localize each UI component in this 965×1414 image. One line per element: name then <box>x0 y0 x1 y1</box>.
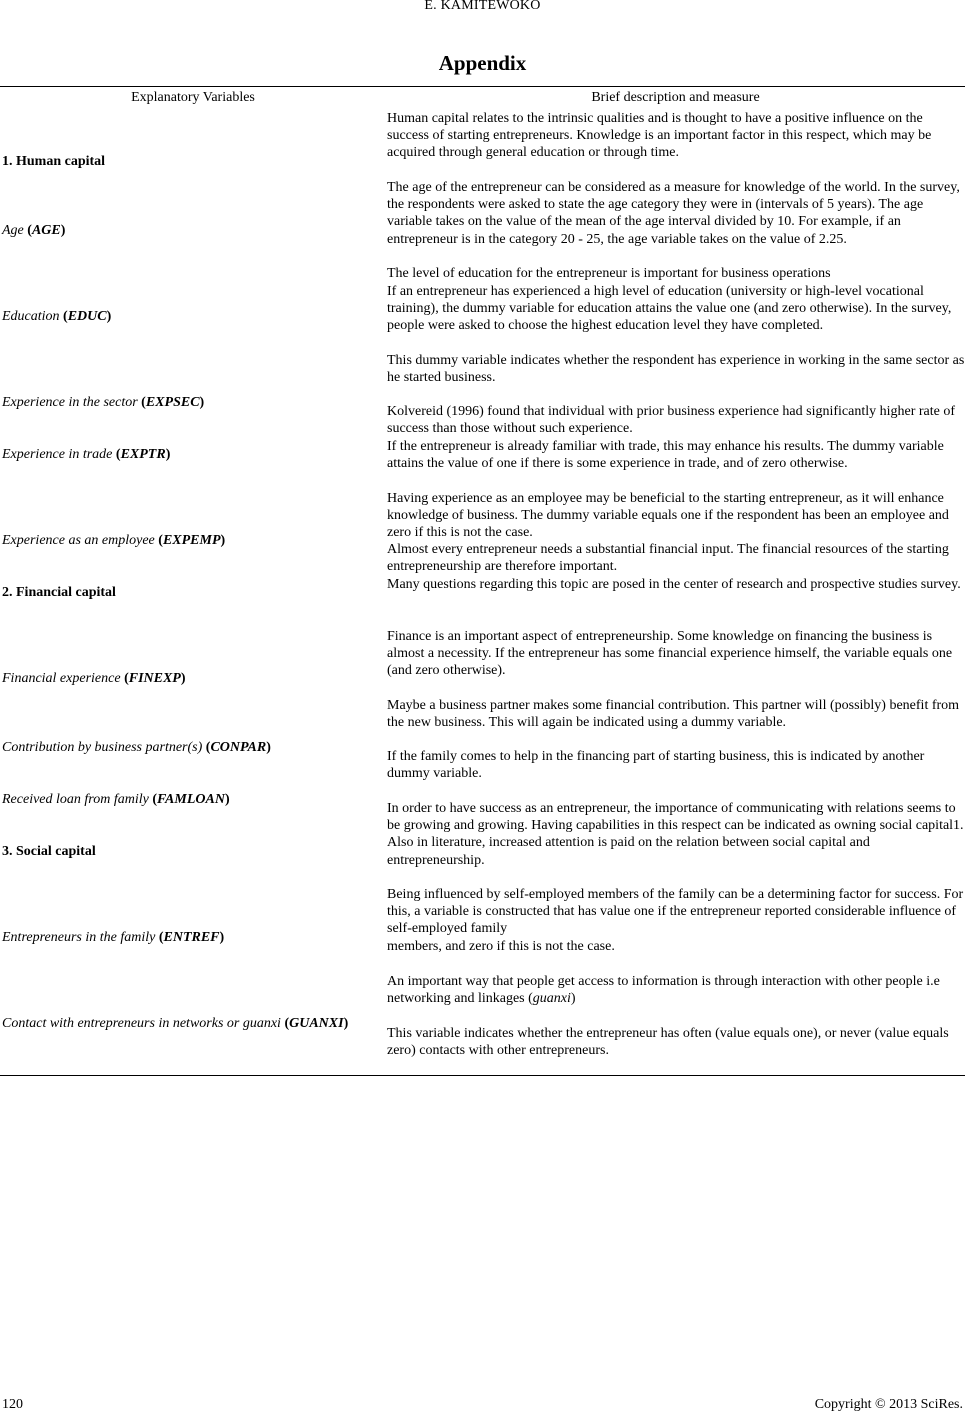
description-age: The age of the entrepreneur can be considered as a measure for knowledge of the world. In the survey, the respondents were asked to state the age category they were in (intervals of 5 years). The age variable takes on the value of the mean of the age interval divided by 10. For example, if an entrepreneur is in the category 20 - 25, the age variable takes on the value of 2.25. <box>387 180 960 247</box>
description-experience-sector: This dummy variable indicates whether the respondent has experience in working in the same sector as he started business. <box>387 353 965 386</box>
description-education-intro: The level of education for the entrepreneur is important for business operations <box>387 266 831 281</box>
column-header-variables: Explanatory Variables <box>131 90 255 105</box>
variable-heading-financial-capital: 2. Financial capital <box>2 585 116 600</box>
variable-experience-sector: Experience in the sector (EXPSEC) <box>2 395 205 410</box>
variable-heading-social-capital: 3. Social capital <box>2 844 96 859</box>
copyright-notice: Copyright © 2013 SciRes. <box>814 1397 963 1412</box>
description-kolvereid: Kolvereid (1996) found that individual with prior business experience had significantly higher rate of success than those without such experience. <box>387 404 956 437</box>
variable-heading-human-capital: 1. Human capital <box>2 154 106 169</box>
variable-entrepreneurs-family: Entrepreneurs in the family (ENTREF) <box>2 930 225 945</box>
variable-education: Education (EDUC) <box>2 309 112 324</box>
variable-age: Age (AGE) <box>2 223 66 238</box>
guanxi-term: guanxi <box>532 991 571 1007</box>
table-top-rule <box>0 86 965 87</box>
variable-family-loan: Received loan from family (FAMLOAN) <box>2 792 230 807</box>
description-experience-employee: Having experience as an employee may be beneficial to the starting entrepreneur, as it will enhance knowledge of business. The dummy variable equals one if the respondent has been an employee and zero if this is not the case. <box>387 491 949 541</box>
variable-contribution-partner: Contribution by business partner(s) (CONPAR) <box>2 740 271 755</box>
description-entrepreneurs-family-cont: members, and zero if this is not the case. <box>387 939 615 954</box>
table-bottom-rule <box>0 1075 965 1076</box>
description-guanxi: This variable indicates whether the entrepreneur has often (value equals one), or never (value equals zero) contacts with other entrepreneurs. <box>387 1026 949 1059</box>
description-education: If an entrepreneur has experienced a high level of education (university or high-level vocational training), the dummy variable for education attains the value one (and zero otherwise). In the survey, people were asked to choose the highest education level they have completed. <box>387 284 952 334</box>
page-title: Appendix <box>438 51 527 75</box>
variable-experience-employee: Experience as an employee (EXPEMP) <box>2 533 226 548</box>
page-number: 120 <box>2 1397 23 1412</box>
description-financial-survey: Many questions regarding this topic are posed in the center of research and prospective studies survey. <box>387 577 961 592</box>
column-header-description: Brief description and measure <box>591 90 760 105</box>
description-family-loan: If the family comes to help in the financing part of starting business, this is indicated by another dummy variable. <box>387 749 925 782</box>
variable-financial-experience: Financial experience (FINEXP) <box>2 671 186 686</box>
description-human-capital: Human capital relates to the intrinsic qualities and is thought to have a positive influence on the success of starting entrepreneurs. Knowledge is an important factor in this respect, which may be acquired through general education or through time. <box>387 111 932 161</box>
description-financial-experience: Finance is an important aspect of entrepreneurship. Some knowledge on financing the business is almost a necessity. If the entrepreneur has some financial experience himself, the variable equals one (and zero otherwise). <box>387 629 953 679</box>
variable-guanxi-contacts: Contact with entrepreneurs in networks or guanxi (GUANXI) <box>2 1016 349 1031</box>
variable-experience-trade: Experience in trade (EXPTR) <box>2 447 171 462</box>
running-head: E. KAMITEWOKO <box>424 0 541 13</box>
description-social-capital: In order to have success as an entrepreneur, the importance of communicating with relations seems to be growing and growing. Having capabilities in this respect can be indicated as owning social capital1. Also in literature, increased attention is paid on the relation between social capital and entrepreneurship. <box>387 801 964 868</box>
description-financial-capital: Almost every entrepreneur needs a substantial financial input. The financial resources of the starting entrepreneurship are therefore important. <box>387 542 949 575</box>
description-contribution-partner: Maybe a business partner makes some financial contribution. This partner will (possibly) benefit from the new business. This will again be indicated using a dummy variable. <box>387 698 960 731</box>
description-entrepreneurs-family: Being influenced by self-employed members of the family can be a determining factor for success. For this, a variable is constructed that has value one if the entrepreneur reported considerable influence of self-employed family <box>387 887 964 937</box>
description-experience-trade: If the entrepreneur is already familiar with trade, this may enhance his results. The dummy variable attains the value of one if there is some experience in trade, and of zero otherwise. <box>387 439 944 472</box>
description-networking: An important way that people get access to information is through interaction with other people i.e networking and linkages (guanxi) <box>387 974 940 1007</box>
